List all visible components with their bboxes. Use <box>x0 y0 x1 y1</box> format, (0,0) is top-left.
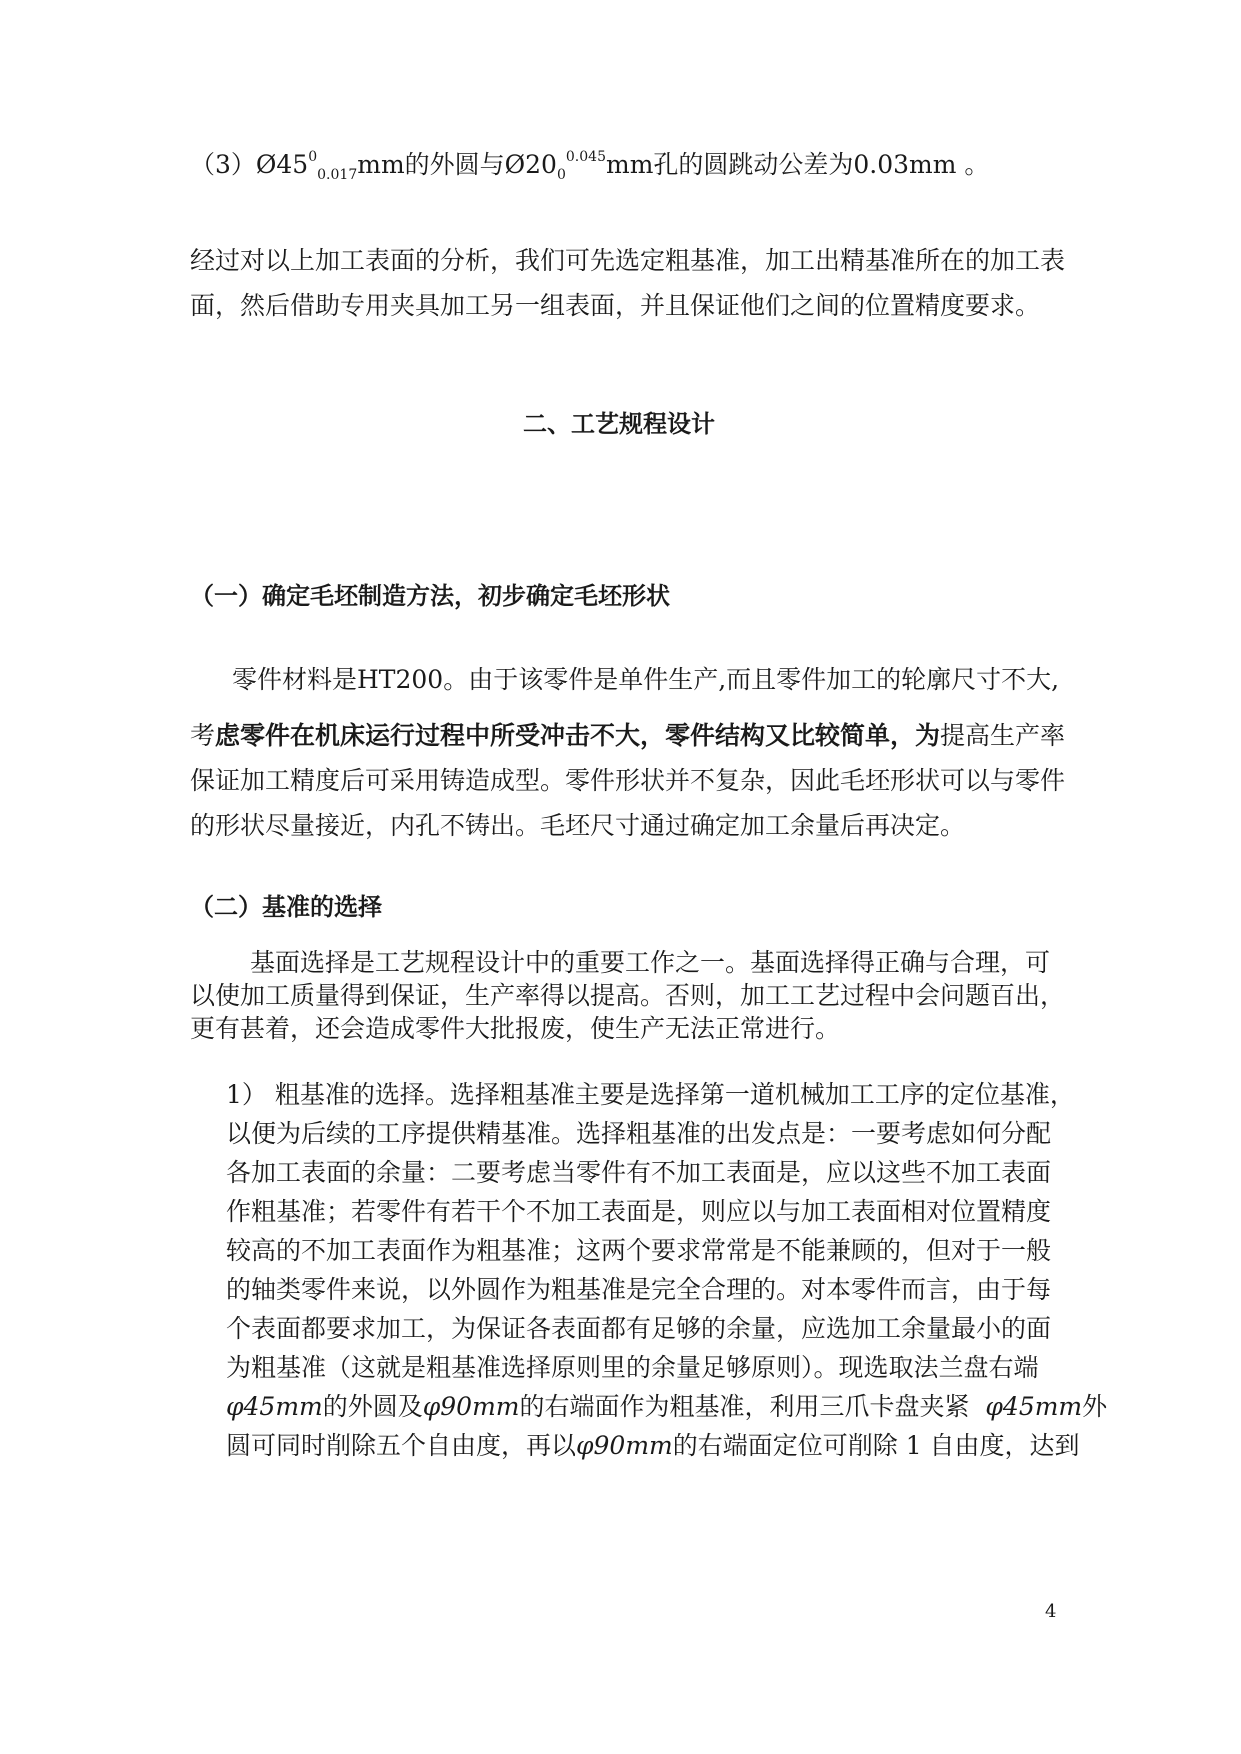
item1-line-2: 以便为后续的工序提供精基准。选择粗基准的出发点是：一要考虑如何分配 <box>226 1119 1052 1148</box>
item1-line-10-a: 圆可同时削除五个自由度，再以 <box>226 1431 577 1460</box>
subsection-2-title: （二）基准的选择 <box>190 893 382 921</box>
dia1-upper: 0 <box>308 149 318 165</box>
phi90-symbol: φ90mm <box>422 1392 520 1421</box>
section-title: 二、工艺规程设计 <box>523 410 715 438</box>
sub2-line-2: 以使加工质量得到保证，生产率得以提高。否则，加工工艺过程中会问题百出， <box>190 981 1066 1010</box>
item1-line-4: 作粗基准；若零件有若干个不加工表面是，则应以与加工表面相对位置精度 <box>226 1197 1052 1226</box>
sub1-line-2a: 考 <box>190 721 216 750</box>
dia1-lower: 0.017 <box>317 167 358 183</box>
tolerance-line <box>190 148 989 186</box>
item1-line-8: 为粗基准（这就是粗基准选择原则里的余量足够原则）。现选取法兰盘右端 <box>226 1353 1039 1382</box>
sub2-line-1: 基面选择是工艺规程设计中的重要工作之一。基面选择得正确与合理，可 <box>250 948 1051 977</box>
phi90-symbol-2: φ90mm <box>576 1431 673 1460</box>
sub1-line-1: 零件材料是HT200。由于该零件是单件生产,而且零件加工的轮廓尺寸不大, <box>232 665 1060 694</box>
sub1-line-2 <box>190 719 1065 753</box>
dia2-lower: 0 <box>556 167 566 183</box>
item1-line-7: 个表面都要求加工，为保证各表面都有足够的余量，应选加工余量最小的面 <box>226 1314 1052 1343</box>
sub1-line-2c: 提高生产率 <box>940 721 1066 750</box>
sub1-line-2b: 虑零件在机床运行过程中所受冲击不大，零件结构又比较简单，为 <box>215 721 941 750</box>
item1-line-9-end: 外 <box>1082 1392 1108 1421</box>
tolerance-mid: mm的外圆与Ø20 <box>357 150 557 179</box>
item1-line-1: 1） 粗基准的选择。选择粗基准主要是选择第一道机械加工工序的定位基准， <box>226 1080 1075 1109</box>
item1-line-5: 较高的不加工表面作为粗基准；这两个要求常常是不能兼顾的，但对于一般 <box>226 1236 1052 1265</box>
sub1-line-3: 保证加工精度后可采用铸造成型。零件形状并不复杂，因此毛坯形状可以与零件 <box>190 766 1066 795</box>
page-number: 4 <box>1045 1601 1057 1622</box>
tolerance-suffix: mm孔的圆跳动公差为0.03mm 。 <box>605 150 990 179</box>
item1-line-10-b: 的右端面定位可削除 1 自由度，达到 <box>672 1431 1080 1460</box>
item1-line-10 <box>226 1429 1080 1463</box>
subsection-1-title: （一）确定毛坯制造方法，初步确定毛坯形状 <box>190 582 670 610</box>
analysis-line-2: 面，然后借助专用夹具加工另一组表面，并且保证他们之间的位置精度要求。 <box>190 291 1041 320</box>
sub2-line-3: 更有甚着，还会造成零件大批报废，使生产无法正常进行。 <box>190 1014 841 1043</box>
dia2-upper: 0.045 <box>565 149 606 165</box>
item1-line-6: 的轴类零件来说，以外圆作为粗基准是完全合理的。对本零件而言，由于每 <box>226 1275 1052 1304</box>
sub1-line-4: 的形状尽量接近，内孔不铸出。毛坯尺寸通过确定加工余量后再决定。 <box>190 811 966 840</box>
phi45-symbol-2: φ45mm <box>985 1392 1083 1421</box>
item1-line-9-mid: 的外圆及 <box>322 1392 423 1421</box>
item1-line-3: 各加工表面的余量：二要考虑当零件有不加工表面是，应以这些不加工表面 <box>226 1158 1052 1187</box>
tolerance-prefix: （3）Ø45 <box>190 150 309 179</box>
analysis-line-1: 经过对以上加工表面的分析，我们可先选定粗基准，加工出精基准所在的加工表 <box>190 246 1066 275</box>
item1-line-9 <box>226 1390 1107 1424</box>
phi45-symbol: φ45mm <box>226 1392 323 1421</box>
item1-line-9-mid2: 的右端面作为粗基准，利用三爪卡盘夹紧 <box>519 1392 970 1421</box>
